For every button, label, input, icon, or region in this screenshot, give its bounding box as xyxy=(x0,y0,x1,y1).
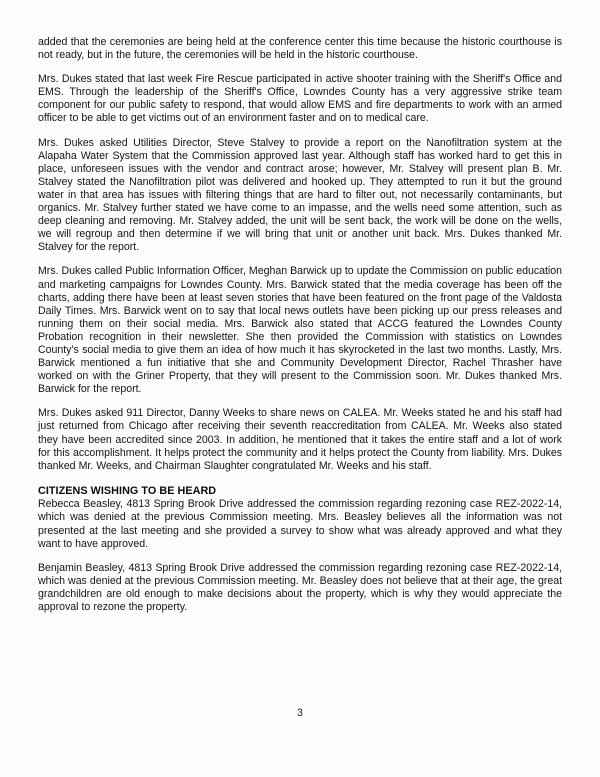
page-number: 3 xyxy=(297,707,303,719)
paragraph-benjamin-beasley: Benjamin Beasley, 4813 Spring Brook Drive addressed the commission regarding rezoning case REZ-2022-14, which was denied at the previous Commission meeting. Mr. Beasley does not believe that at their age, the great grandchildren are old enough to make decisions about the property, which is why they would appreciate the approval to rezone the property. xyxy=(38,561,562,613)
paragraph-fire-rescue-training: Mrs. Dukes stated that last week Fire Rescue participated in active shooter training with the Sheriff's Office and EMS. Through the leadership of the Sheriff's Office, Lowndes County has a very aggressive strike team component for our public safety to respond, that would allow EMS and fire departments to work with an armed officer to be able to get victims out of an environment faster and on to medical care. xyxy=(38,73,562,125)
paragraph-nanofiltration-report: Mrs. Dukes asked Utilities Director, Steve Stalvey to provide a report on the Nanofiltration system at the Alapaha Water System that the Commission approved last year. Although staff has worked hard to get this in place, unforeseen issues with the vendor and contract arose; however, Mr. Stalvey will present plan B. Mr. Stalvey stated the Nanofiltration pilot was delivered and hooked up. They attempted to run it but the ground water in that area has issues with filtering things that are hard to filter out, not necessarily contaminants, but organics. Mr. Stalvey further stated we have come to an impasse, and the wells need some attention, such as deep cleaning and removing. Mr. Stalvey added, the unit will be sent back, the work will be done on the wells, we will regroup and then determine if we will bring that unit or another unit back. Mrs. Dukes thanked Mr. Stalvey for the report. xyxy=(38,136,562,254)
paragraph-rebecca-beasley: Rebecca Beasley, 4813 Spring Brook Drive addressed the commission regarding rezoning case REZ-2022-14, which was denied at the previous Commission meeting. Mrs. Beasley believes all the information was not presented at the last meeting and she provided a survey to show what was already approved and what they want to have approved. xyxy=(38,498,562,550)
paragraph-public-information-officer: Mrs. Dukes called Public Information Officer, Meghan Barwick up to update the Commission on public education and marketing campaigns for Lowndes County. Mrs. Barwick stated that the media coverage has been off the charts, adding there have been at least seven stories that have been featured on the front page of the Valdosta Daily Times. Mrs. Barwick went on to say that local news outlets have been picking up our press releases and running them on their social media. Mrs. Barwick also stated that ACCG featured the Lowndes County Probation recognition in their newsletter. She then provided the Commission with statistics on Lowndes County's social media to give them an idea of how much it has skyrocketed in the last two months. Lastly, Mrs. Barwick mentioned a fun initiative that she and Community Development Director, Rachel Thrasher have worked on with the Griner Property, that they will present to the Commission soon. Mr. Dukes thanked Mrs. Barwick for the report. xyxy=(38,265,562,396)
document-body xyxy=(38,36,562,625)
section-heading-citizens-wishing-to-be-heard: CITIZENS WISHING TO BE HEARD xyxy=(38,484,217,497)
paragraph-911-director-calea: Mrs. Dukes asked 911 Director, Danny Weeks to share news on CALEA. Mr. Weeks stated he and his staff had just returned from Chicago after receiving their seventh reaccreditation from CALEA. Mr. Weeks also stated they have been accredited since 2003. In addition, he mentioned that it takes the entire staff and a lot of work for this accomplishment. It helps protect the community and it helps protect the County from liability. Mrs. Dukes thanked Mr. Weeks, and Chairman Slaughter congratulated Mr. Weeks and his staff. xyxy=(38,407,562,472)
paragraph-continuation-ceremonies: added that the ceremonies are being held at the conference center this time because the historic courthouse is not ready, but in the future, the ceremonies will be held in the historic courthouse. xyxy=(38,36,562,62)
